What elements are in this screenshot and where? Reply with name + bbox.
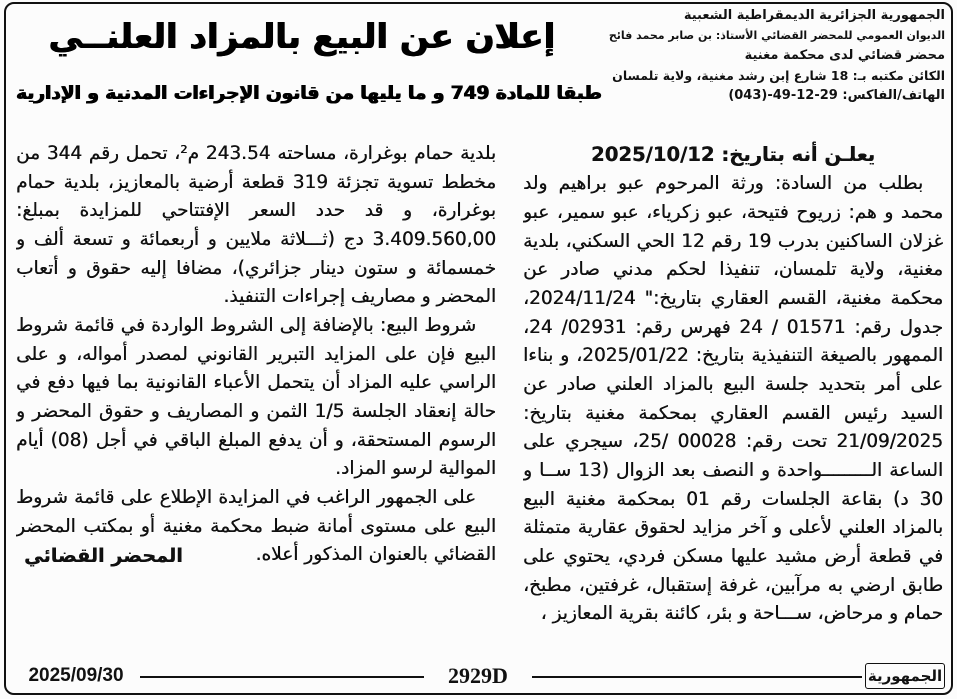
- notice-column-right: [523, 140, 943, 654]
- footer-date: 2025/09/30: [28, 665, 124, 686]
- header-line-court: محضر قضائي لدى محكمة مغنية: [744, 48, 945, 63]
- notice-title: إعلان عن البيع بالمزاد العلنــي: [48, 17, 556, 57]
- public-consultation-text: على الجمهور الراغب في المزايدة الإطلاع على قائمة شروط البيع على مستوى أمانة ضبط محكمة مغنية أو بمكتب المحضر القضائي بالعنوان المذكور أعلاه.: [16, 487, 496, 566]
- notice-body-continued: بلدية حمام بوغرارة، مساحته 243.54 م²، تحمل رقم 344 من مخطط تسوية تجزئة 319 قطعة أرضية بالمعازيز، بلدية حمام بوغرارة، و قد حدد السعر الإفتتاحي للمزايدة بمبلغ: 3.409.560,00 دج (ثـــلاثة ملايين و أربعمائة و تسعة ألف و خمسمائة و ستون دينار جزائري)، مضافا إليه حقوق و أتعاب المحضر و مصاريف إجراءات التنفيذ.: [16, 143, 496, 308]
- newspaper-logo: الجمهورية: [865, 663, 945, 689]
- notice-column-left: [16, 140, 496, 654]
- header-line-phone: الهاتف/الفاكس: 29-12-49-(043): [728, 88, 945, 103]
- bailiff-signature: المحضر القضائي: [24, 544, 183, 568]
- sale-conditions-paragraph: شروط البيع: بالإضافة إلى الشروط الواردة في قائمة شروط البيع فإن على المزايد التبرير القانوني لمصدر أمواله، و على الراسي عليه المزاد أن يتحمل الأعباء القانونية بما فيها دفع في حالة إنعقاد الجلسة 1/5 الثمن و المصاريف و حقوق المحضر و الرسوم المستحقة، و أن يدفع المبلغ الباقي في أجل (08) أيام الموالية لرسو المزاد.: [16, 315, 496, 480]
- footer-notice-code: 2929D: [424, 662, 532, 690]
- header-line-office: الديوان العمومي للمحضر القضائي الأستاذ: بن صابر محمد فائح: [608, 29, 945, 42]
- notice-subtitle: طبقا للمادة 749 و ما يليها من قانون الإجراءات المدنية و الإدارية: [16, 83, 602, 104]
- public-consultation-paragraph: [16, 484, 496, 570]
- header-line-republic: الجمهورية الجزائرية الديمقراطية الشعبية: [683, 8, 945, 23]
- announcement-date-heading: يعلـن أنه بتاريخ: 2025/10/12: [590, 143, 876, 166]
- header-line-address: الكائن مكتبه بـ: 18 شارع إبن رشد مغنية، ولاية تلمسان: [612, 68, 945, 83]
- bailiff-header: [607, 6, 945, 106]
- notice-body-right: بطلب من السادة: ورثة المرحوم عبو براهيم ولد محمد و هم: زريوح فتيحة، عبو زكرياء، عبو سمير، عبو غزلان الساكنين بدرب 19 رقم 12 الحي السكني، بلدية مغنية، ولاية تلمسان، تنفيذا لحكم مدني صادر عن محكمة مغنية، القسم العقاري بتاريخ:" 2024/11/24، جدول رقم: 01571 / 24 فهرس رقم: 02931/ 24، الممهور بالصيغة التنفيذية بتاريخ: 2025/01/22، و بناءا على أمر بتحديد جلسة البيع بالمزاد العلني صادر عن السيد رئيس القسم العقاري بمحكمة مغنية بتاريخ: 21/09/2025 تحت رقم: 00028 /25، سيجري على الساعة الـــــــــواحدة و النصف بعد الزوال (13 ســا و 30 د) بقاعة الجلسات رقم 01 بمحكمة مغنية البيع بالمزاد العلني لأعلى و آخر مزايد لحقوق عقارية متمثلة في قطعة أرض مشيد عليها مسكن فردي، يحتوي على طابق ارضي به مرآبين، غرفة إستقبال، غرفتين، مطبخ، حمام و مرحاض، ســـاحة و بئر، كائنة بقرية المعازيز ،: [523, 173, 943, 625]
